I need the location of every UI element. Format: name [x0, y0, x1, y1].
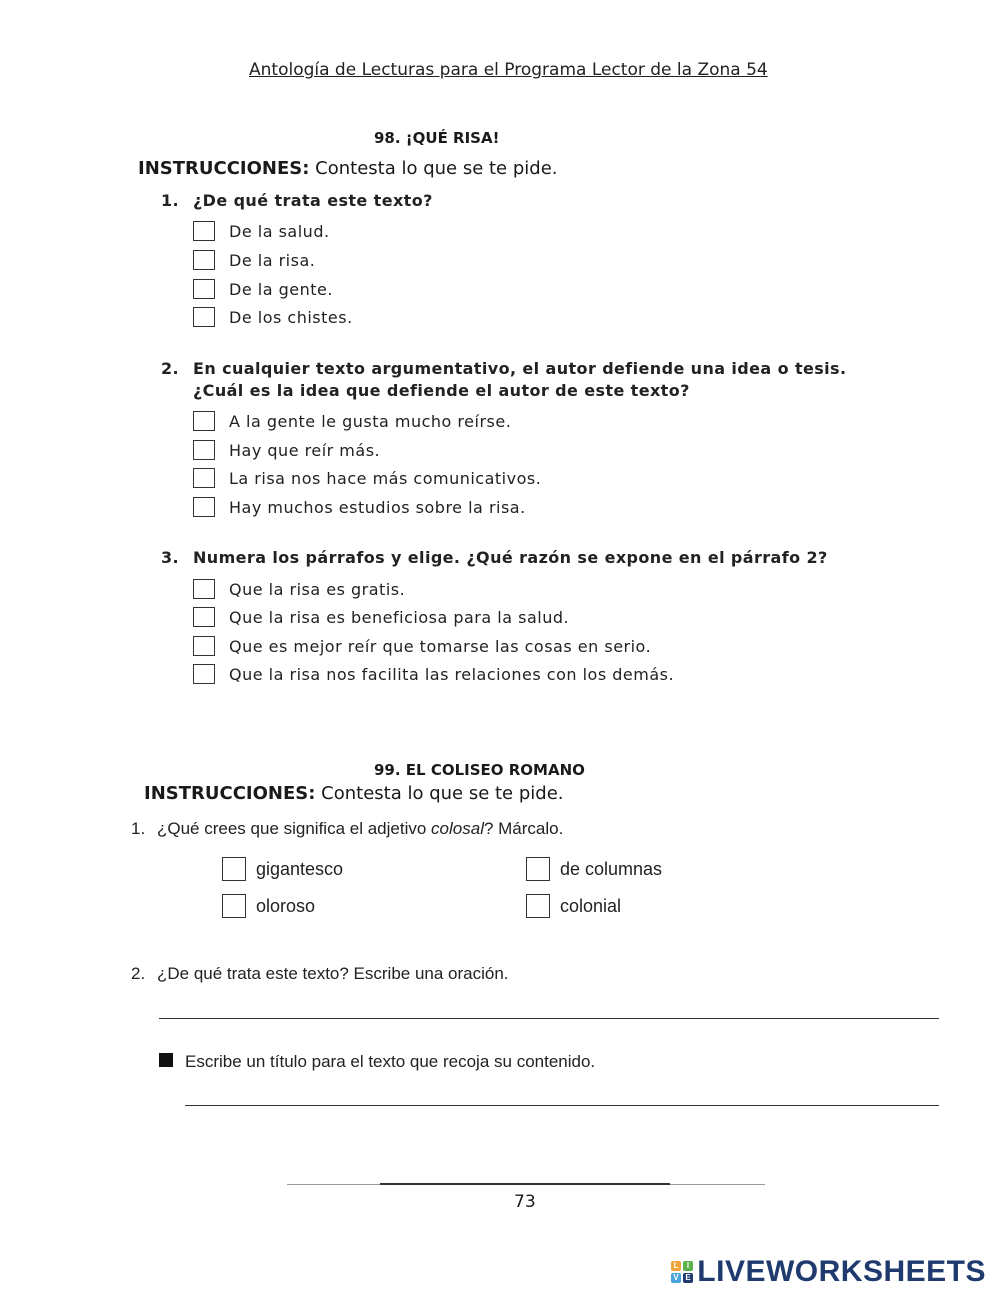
checkbox[interactable]	[193, 221, 215, 241]
option-row	[193, 579, 405, 599]
liveworksheets-logo	[671, 1255, 986, 1289]
checkbox[interactable]	[193, 664, 215, 684]
option-row	[193, 279, 333, 299]
section-99-instructions	[144, 783, 564, 804]
checkbox[interactable]	[222, 894, 246, 918]
answer-input-2[interactable]	[185, 1074, 943, 1106]
option-label: Hay muchos estudios sobre la risa.	[229, 497, 526, 517]
option-row	[526, 894, 621, 918]
option-label: oloroso	[256, 895, 316, 916]
option-row	[222, 894, 315, 918]
question-text-before: ¿Qué crees que significa el adjetivo	[157, 819, 432, 838]
instructions-label: INSTRUCCIONES:	[138, 158, 310, 179]
logo-text: LIVEWORKSHEETS	[697, 1255, 986, 1288]
option-label: De los chistes.	[229, 307, 353, 327]
logo-tile-i: I	[683, 1261, 693, 1271]
checkbox[interactable]	[526, 857, 550, 881]
question-text: ¿De qué trata este texto?	[193, 191, 433, 210]
option-label: gigantesco	[256, 858, 344, 879]
option-row	[193, 607, 569, 627]
question-2-line-2: ¿Cuál es la idea que defiende el autor de este texto?	[193, 381, 690, 400]
option-label: de columnas	[560, 858, 663, 879]
section-99-title: 99. EL COLISEO ROMANO	[374, 761, 585, 779]
option-row	[193, 636, 651, 656]
section-98-title: 98. ¡QUÉ RISA!	[374, 129, 500, 147]
checkbox[interactable]	[193, 440, 215, 460]
option-label: Que la risa es beneficiosa para la salud.	[229, 607, 570, 627]
question-number: 3.	[161, 548, 180, 567]
question-text: ¿De qué trata este texto? Escribe una oración.	[157, 964, 509, 983]
question-text-italic: colosal	[431, 819, 484, 838]
question-text: Numera los párrafos y elige. ¿Qué razón se expone en el párrafo 2?	[193, 548, 828, 567]
option-row	[193, 221, 330, 241]
coliseo-question-1	[131, 819, 563, 839]
question-text: Escribe un título para el texto que recoja su contenido.	[185, 1052, 596, 1071]
option-label: A la gente le gusta mucho reírse.	[229, 411, 512, 431]
checkbox[interactable]	[222, 857, 246, 881]
option-label: Hay que reír más.	[229, 440, 381, 460]
question-number: 2.	[161, 359, 180, 378]
option-label: De la salud.	[229, 221, 330, 241]
option-row	[526, 857, 662, 881]
option-label: colonial	[560, 895, 622, 916]
logo-tile-v: V	[671, 1273, 681, 1283]
question-text-after: ? Márcalo.	[483, 819, 564, 838]
instructions-label: INSTRUCCIONES:	[144, 783, 316, 804]
logo-tile-l: L	[671, 1261, 681, 1271]
logo-tile-e: E	[683, 1273, 693, 1283]
option-row	[193, 411, 511, 431]
page-header: Antología de Lecturas para el Programa Lector de la Zona 54	[249, 60, 768, 80]
checkbox[interactable]	[193, 250, 215, 270]
logo-grid-icon	[671, 1261, 693, 1283]
footer-rule-dark	[380, 1183, 670, 1185]
option-label: De la gente.	[229, 279, 333, 299]
option-row	[193, 307, 353, 327]
question-number: 1.	[161, 191, 180, 210]
instructions-text: Contesta lo que se te pide.	[309, 158, 558, 179]
coliseo-question-2	[131, 964, 509, 984]
coliseo-question-3	[159, 1052, 595, 1072]
option-row	[193, 250, 315, 270]
checkbox[interactable]	[193, 307, 215, 327]
option-label: Que la risa nos facilita las relaciones con los demás.	[229, 664, 675, 684]
answer-input-1[interactable]	[159, 987, 943, 1019]
question-2	[161, 359, 846, 378]
question-1	[161, 191, 433, 210]
checkbox[interactable]	[193, 497, 215, 517]
checkbox[interactable]	[193, 411, 215, 431]
answer-line-2	[185, 1105, 939, 1106]
option-label: La risa nos hace más comunicativos.	[229, 468, 542, 488]
question-number: 2.	[131, 964, 146, 983]
checkbox[interactable]	[193, 468, 215, 488]
question-3	[161, 548, 828, 567]
bullet-square-icon	[159, 1053, 173, 1067]
checkbox[interactable]	[193, 607, 215, 627]
answer-line-1	[159, 1018, 939, 1019]
page-number: 73	[514, 1192, 536, 1212]
option-row	[193, 468, 541, 488]
option-row	[193, 664, 674, 684]
option-row	[193, 440, 380, 460]
question-number: 1.	[131, 819, 146, 838]
option-row	[193, 497, 526, 517]
option-label: De la risa.	[229, 250, 316, 270]
question-text: En cualquier texto argumentativo, el autor defiende una idea o tesis.	[193, 359, 847, 378]
instructions-text: Contesta lo que se te pide.	[315, 783, 564, 804]
option-label: Que es mejor reír que tomarse las cosas en serio.	[229, 636, 652, 656]
checkbox[interactable]	[193, 636, 215, 656]
section-98-instructions	[138, 158, 558, 179]
checkbox[interactable]	[193, 579, 215, 599]
option-row	[222, 857, 343, 881]
checkbox[interactable]	[193, 279, 215, 299]
option-label: Que la risa es gratis.	[229, 579, 406, 599]
checkbox[interactable]	[526, 894, 550, 918]
